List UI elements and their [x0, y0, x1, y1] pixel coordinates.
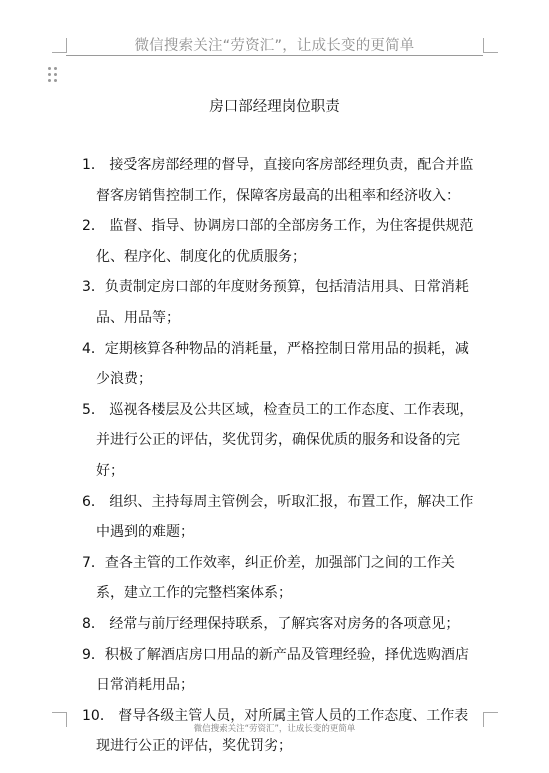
- list-item: 2． 监督、指导、协调房口部的全部房务工作，为住客提供规范化、程序化、制度化的优质服务；: [82, 218, 474, 265]
- list-item: 3．负责制定房口部的年度财务预算，包括清洁用具、日常消耗品、用品等；: [82, 279, 469, 326]
- document-title: 房口部经理岗位职责: [209, 99, 340, 115]
- list-item: 5． 巡视各楼层及公共区域，检查员工的工作态度、工作表现，并进行公正的评估，奖优罚劣，确保优质的服务和设备的完好；: [82, 401, 474, 479]
- header-divider: [66, 55, 483, 56]
- list-item: 4．定期核算各种物品的消耗量，严格控制日常用品的损耗，减少浪费；: [82, 340, 469, 388]
- margin-corner-top-right: [483, 38, 498, 53]
- list-item: 7．查各主管的工作效率，纠正价差，加强部门之间的工作关系，建立工作的完整档案体系；: [82, 554, 455, 602]
- page-footer: 微信搜索关注“劳资汇”，让成长变的更简单: [193, 724, 356, 734]
- margin-corner-top-left: [52, 38, 67, 53]
- list-item: 1． 接受客房部经理的督导，直接向客房部经理负责，配合并监督客房销售控制工作，保障客房最高的出租率和经济收入：: [82, 157, 474, 204]
- duty-list: [82, 150, 474, 762]
- list-item: 6． 组织、主持每周主管例会，听取汇报，布置工作，解决工作中遇到的难题；: [82, 493, 474, 541]
- page-header: 微信搜索关注“劳资汇”，让成长变的更简单: [134, 38, 415, 54]
- list-item: 10． 督导各级主管人员，对所属主管人员的工作态度、工作表现进行公正的评估，奖优罚劣；: [82, 707, 469, 755]
- drag-handle-icon[interactable]: [48, 67, 58, 83]
- list-item: 9．积极了解酒店房口用品的新产品及管理经验，择优选购酒店日常消耗用品；: [82, 646, 469, 694]
- list-item: 8． 经常与前厅经理保持联系，了解宾客对房务的各项意见；: [82, 615, 460, 632]
